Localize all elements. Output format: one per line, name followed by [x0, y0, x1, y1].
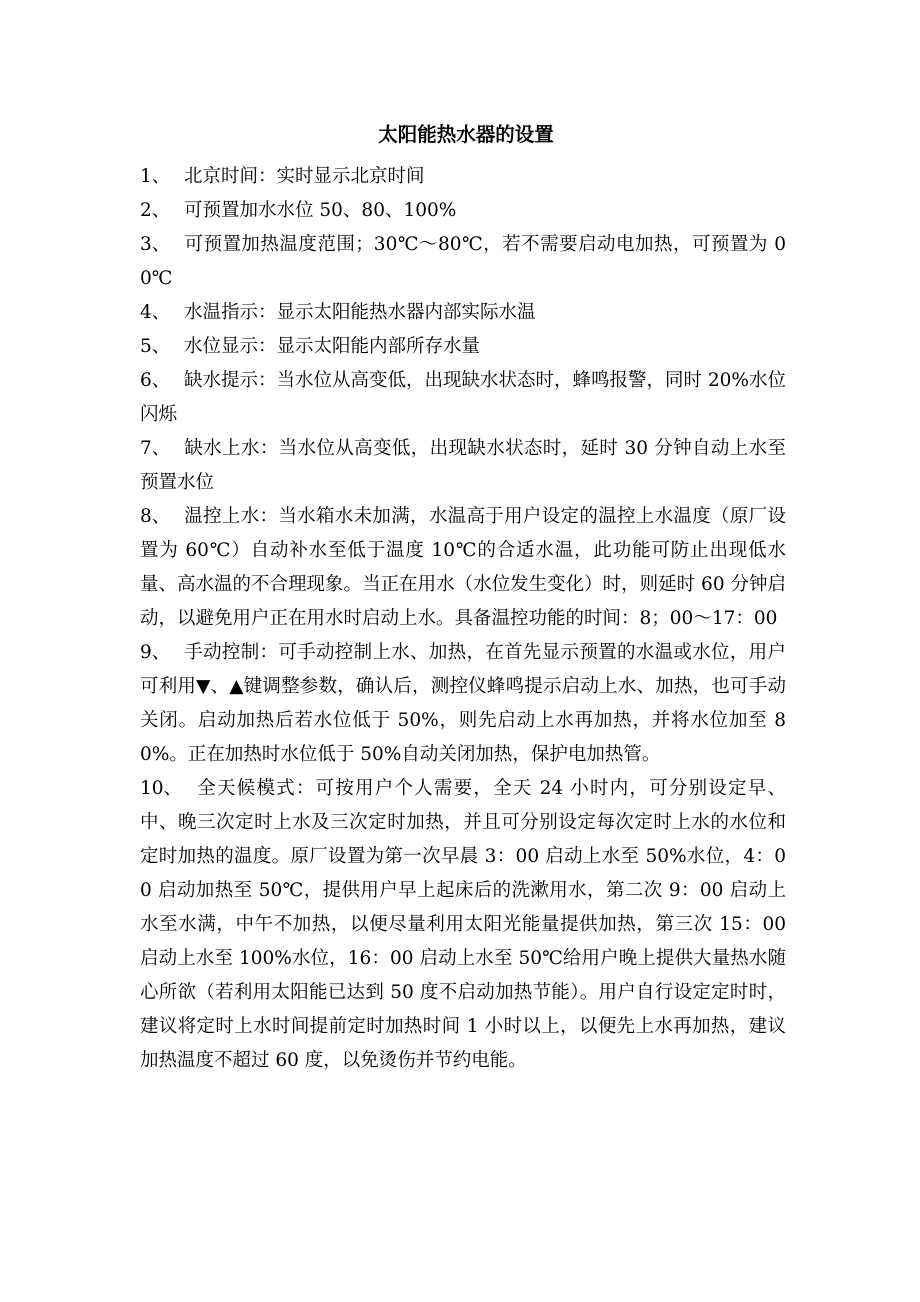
list-item: [140, 500, 786, 636]
item-text: 可预置加水水位 50、80、100%: [184, 200, 457, 221]
list-item: [140, 772, 786, 1078]
document-title: 太阳能热水器的设置: [378, 123, 554, 146]
list-item: [140, 330, 786, 364]
item-number: 9、: [140, 642, 171, 663]
document-page: [140, 118, 786, 1078]
item-text: 温控上水：当水箱水未加满，水温高于用户设定的温控上水温度（原厂设置为 60℃）自动补水至低于温度 10℃的合适水温，此功能可防止出现低水量、高水温的不合理现象。当正在用水（水位发生变化）时，则延时 60 分钟启动，以避免用户正在用水时启动上水。具备温控功能的时间：8；00～17：00: [140, 506, 786, 629]
list-item: [140, 296, 786, 330]
item-number: 8、: [140, 506, 171, 527]
item-number: 3、: [140, 234, 171, 255]
item-text: 水位显示：显示太阳能内部所存水量: [184, 336, 481, 357]
item-number: 10、: [140, 778, 183, 799]
list-item: [140, 432, 786, 500]
item-text: 全天候模式：可按用户个人需要，全天 24 小时内，可分别设定早、中、晚三次定时上水及三次定时加热，并且可分别设定每次定时上水的水位和定时加热的温度。原厂设置为第一次早晨 3：00 启动上水至 50%水位，4：00 启动加热至 50℃，提供用户早上起床后的洗漱用水，第二次 9：00 启动上水至水满，中午不加热，以便尽量利用太阳光能量提供加热，第三次 15：00 启动上水至 100%水位，16：00 启动上水至 50℃给用户晚上提供大量热水随心所欲（若利用太阳能已达到 50 度不启动加热节能）。用户自行设定定时时，建议将定时上水时间提前定时加热时间 1 小时以上，以便先上水再加热，建议加热温度不超过 60 度，以免烫伤并节约电能。: [140, 778, 786, 1071]
item-text: 水温指示：显示太阳能热水器内部实际水温: [184, 302, 536, 323]
item-number: 4、: [140, 302, 171, 323]
list-item: [140, 194, 786, 228]
list-item: [140, 160, 786, 194]
item-text: 可预置加热温度范围；30℃～80℃，若不需要启动电加热，可预置为 00℃: [140, 234, 786, 289]
item-number: 7、: [140, 438, 171, 459]
item-number: 2、: [140, 200, 171, 221]
item-number: 5、: [140, 336, 171, 357]
item-number: 6、: [140, 370, 171, 391]
item-text: 缺水上水：当水位从高变低，出现缺水状态时，延时 30 分钟自动上水至预置水位: [140, 438, 786, 493]
item-number: 1、: [140, 166, 171, 187]
list-item: [140, 636, 786, 772]
list-item: [140, 364, 786, 432]
item-text: 手动控制：可手动控制上水、加热，在首先显示预置的水温或水位，用户可利用▼、▲键调整参数，确认后，测控仪蜂鸣提示启动上水、加热，也可手动关闭。启动加热后若水位低于 50%，则先启动上水再加热，并将水位加至 80%。正在加热时水位低于 50%自动关闭加热，保护电加热管。: [140, 642, 786, 765]
item-text: 缺水提示：当水位从高变低，出现缺水状态时，蜂鸣报警，同时 20%水位闪烁: [140, 370, 787, 425]
item-text: 北京时间：实时显示北京时间: [184, 166, 425, 187]
list-item: [140, 228, 786, 296]
